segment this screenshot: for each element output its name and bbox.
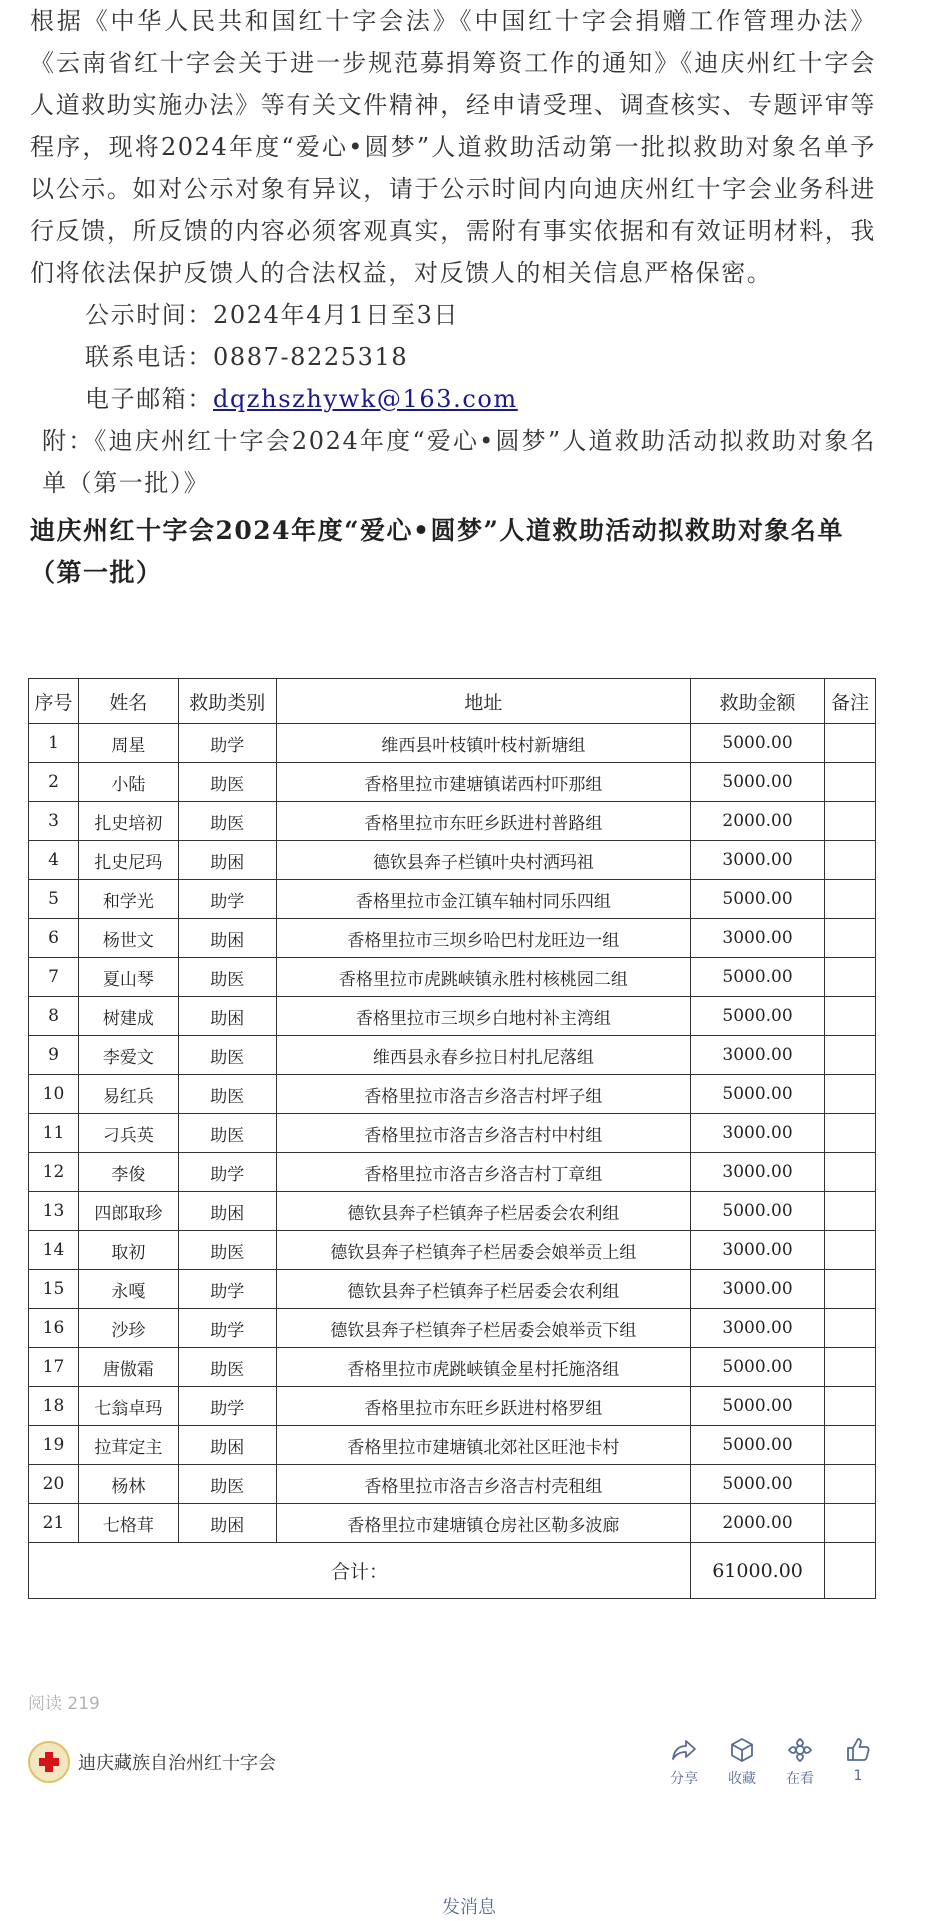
remark <box>825 1309 876 1348</box>
favorite-button[interactable] <box>724 1736 760 1788</box>
aid-amount: 5000.00 <box>691 724 825 763</box>
header-amount: 救助金额 <box>691 679 825 724</box>
row-index: 5 <box>29 880 79 919</box>
account-card[interactable] <box>28 1741 276 1783</box>
table-row <box>29 1114 876 1153</box>
recipient-name: 七格茸 <box>78 1504 178 1543</box>
recipient-name: 杨世文 <box>78 919 178 958</box>
row-index: 9 <box>29 1036 79 1075</box>
aid-amount: 5000.00 <box>691 1426 825 1465</box>
table-row <box>29 763 876 802</box>
recipient-name: 四郎取珍 <box>78 1192 178 1231</box>
aid-amount: 3000.00 <box>691 1153 825 1192</box>
recipient-address: 德钦县奔子栏镇奔子栏居委会娘举贡下组 <box>276 1309 690 1348</box>
recipient-address: 香格里拉市建塘镇北郊社区旺池卡村 <box>276 1426 690 1465</box>
aid-category: 助医 <box>178 1231 276 1270</box>
recipient-name: 永嘎 <box>78 1270 178 1309</box>
recipient-address: 香格里拉市虎跳峡镇金星村托施洛组 <box>276 1348 690 1387</box>
recipient-address: 德钦县奔子栏镇叶央村洒玛祖 <box>276 841 690 880</box>
row-index: 20 <box>29 1465 79 1504</box>
table-row <box>29 841 876 880</box>
aid-amount: 3000.00 <box>691 1036 825 1075</box>
table-row <box>29 1387 876 1426</box>
table-row <box>29 997 876 1036</box>
recipient-name: 和学光 <box>78 880 178 919</box>
read-count: 阅读 219 <box>28 1694 100 1714</box>
email-line <box>30 378 876 420</box>
remark <box>825 724 876 763</box>
email-label: 电子邮箱： <box>85 385 213 413</box>
aid-category: 助困 <box>178 919 276 958</box>
row-index: 12 <box>29 1153 79 1192</box>
aid-amount: 2000.00 <box>691 802 825 841</box>
aid-amount: 5000.00 <box>691 1465 825 1504</box>
table-row <box>29 1309 876 1348</box>
account-name: 迪庆藏族自治州红十字会 <box>78 1753 276 1774</box>
aid-category: 助学 <box>178 724 276 763</box>
row-index: 21 <box>29 1504 79 1543</box>
recipient-name: 沙珍 <box>78 1309 178 1348</box>
aid-amount: 5000.00 <box>691 763 825 802</box>
share-button[interactable] <box>666 1736 702 1788</box>
header-category: 救助类别 <box>178 679 276 724</box>
aid-amount: 5000.00 <box>691 1387 825 1426</box>
phone-line <box>30 336 876 378</box>
recipient-address: 香格里拉市金江镇车轴村同乐四组 <box>276 880 690 919</box>
table-row <box>29 802 876 841</box>
recipient-name: 小陆 <box>78 763 178 802</box>
row-index: 14 <box>29 1231 79 1270</box>
aid-category: 助困 <box>178 997 276 1036</box>
aid-category: 助困 <box>178 1504 276 1543</box>
remark <box>825 763 876 802</box>
table-row <box>29 880 876 919</box>
recipient-address: 香格里拉市洛吉乡洛吉村壳租组 <box>276 1465 690 1504</box>
thumbs-up-icon <box>844 1736 872 1764</box>
aid-category: 助学 <box>178 1270 276 1309</box>
flower-icon <box>786 1736 814 1764</box>
row-index: 3 <box>29 802 79 841</box>
row-index: 15 <box>29 1270 79 1309</box>
aid-category: 助学 <box>178 1387 276 1426</box>
row-index: 16 <box>29 1309 79 1348</box>
remark <box>825 802 876 841</box>
cube-icon <box>728 1736 756 1764</box>
header-index: 序号 <box>29 679 79 724</box>
aid-category: 助学 <box>178 1309 276 1348</box>
aid-category: 助医 <box>178 802 276 841</box>
total-value: 61000.00 <box>691 1543 825 1599</box>
table-row <box>29 1348 876 1387</box>
recipient-name: 刁兵英 <box>78 1114 178 1153</box>
like-button[interactable] <box>840 1736 876 1788</box>
remark <box>825 1036 876 1075</box>
table-body <box>29 724 876 1543</box>
aid-amount: 5000.00 <box>691 958 825 997</box>
recipient-address: 维西县永春乡拉日村扎尼落组 <box>276 1036 690 1075</box>
intro-paragraph: 根据《中华人民共和国红十字会法》《中国红十字会捐赠工作管理办法》《云南省红十字会关于进一步规范募捐筹资工作的通知》《迪庆州红十字会人道救助实施办法》等有关文件精神，经申请受理、调查核实、专题评审等程序，现将2024年度“爱心•圆梦”人道救助活动第一批拟救助对象名单予以公示。如对公示对象有异议，请于公示时间内向迪庆州红十字会业务科进行反馈，所反馈的内容必须客观真实，需附有事实依据和有效证明材料，我们将依法保护反馈人的合法权益，对反馈人的相关信息严格保密。 <box>30 7 876 287</box>
recipient-address: 香格里拉市三坝乡白地村补主湾组 <box>276 997 690 1036</box>
recipient-name: 李俊 <box>78 1153 178 1192</box>
aid-amount: 3000.00 <box>691 1114 825 1153</box>
row-index: 13 <box>29 1192 79 1231</box>
table-row <box>29 1426 876 1465</box>
recipient-address: 德钦县奔子栏镇奔子栏居委会农利组 <box>276 1192 690 1231</box>
row-index: 18 <box>29 1387 79 1426</box>
attachment-line: 附：《迪庆州红十字会2024年度“爱心•圆梦”人道救助活动拟救助对象名单（第一批）》 <box>42 427 876 497</box>
recipient-address: 香格里拉市洛吉乡洛吉村坪子组 <box>276 1075 690 1114</box>
list-title: 迪庆州红十字会2024年度“爱心•圆梦”人道救助活动拟救助对象名单（第一批） <box>30 516 844 587</box>
aid-category: 助困 <box>178 1426 276 1465</box>
table-row <box>29 919 876 958</box>
row-index: 2 <box>29 763 79 802</box>
aid-category: 助困 <box>178 1192 276 1231</box>
aid-category: 助医 <box>178 763 276 802</box>
aid-amount: 5000.00 <box>691 1192 825 1231</box>
aid-amount: 5000.00 <box>691 997 825 1036</box>
aid-category: 助学 <box>178 880 276 919</box>
header-name: 姓名 <box>78 679 178 724</box>
recipient-address: 香格里拉市东旺乡跃进村普路组 <box>276 802 690 841</box>
recipient-address: 维西县叶枝镇叶枝村新塘组 <box>276 724 690 763</box>
aid-amount: 3000.00 <box>691 1309 825 1348</box>
recipient-address: 香格里拉市洛吉乡洛吉村丁章组 <box>276 1153 690 1192</box>
recipient-name: 夏山琴 <box>78 958 178 997</box>
table-row <box>29 1075 876 1114</box>
table-row <box>29 1231 876 1270</box>
recipient-name: 杨林 <box>78 1465 178 1504</box>
total-remark <box>825 1543 876 1599</box>
table-row <box>29 724 876 763</box>
aid-amount: 2000.00 <box>691 1504 825 1543</box>
phone-value[interactable]: 0887-8225318 <box>213 343 409 371</box>
aid-category: 助医 <box>178 1036 276 1075</box>
like-count: 1 <box>853 1768 863 1784</box>
notice-time-line <box>30 294 876 336</box>
row-index: 10 <box>29 1075 79 1114</box>
table-row <box>29 1270 876 1309</box>
recipient-address: 香格里拉市东旺乡跃进村格罗组 <box>276 1387 690 1426</box>
article-body <box>30 0 876 594</box>
aid-category: 助医 <box>178 1465 276 1504</box>
remark <box>825 1426 876 1465</box>
recipient-address: 香格里拉市虎跳峡镇永胜村核桃园二组 <box>276 958 690 997</box>
total-label: 合计： <box>29 1543 691 1599</box>
recipient-address: 香格里拉市洛吉乡洛吉村中村组 <box>276 1114 690 1153</box>
recipient-name: 李爱文 <box>78 1036 178 1075</box>
aid-amount: 3000.00 <box>691 1270 825 1309</box>
remark <box>825 1270 876 1309</box>
remark <box>825 1153 876 1192</box>
remark <box>825 841 876 880</box>
recipient-address: 香格里拉市建塘镇仓房社区勒多波廊 <box>276 1504 690 1543</box>
recipient-name: 周星 <box>78 724 178 763</box>
aid-category: 助困 <box>178 841 276 880</box>
recipient-name: 扎史培初 <box>78 802 178 841</box>
aid-category: 助医 <box>178 1075 276 1114</box>
table-row <box>29 1153 876 1192</box>
aid-category: 助学 <box>178 1153 276 1192</box>
share-icon <box>670 1736 698 1764</box>
remark <box>825 997 876 1036</box>
recipient-name: 树建成 <box>78 997 178 1036</box>
red-cross-logo-icon <box>28 1741 70 1783</box>
aid-category: 助医 <box>178 958 276 997</box>
header-address: 地址 <box>276 679 690 724</box>
row-index: 1 <box>29 724 79 763</box>
watching-label: 在看 <box>786 1771 814 1787</box>
remark <box>825 1387 876 1426</box>
table-row <box>29 1036 876 1075</box>
recipient-name: 七翁卓玛 <box>78 1387 178 1426</box>
recipient-name: 扎史尼玛 <box>78 841 178 880</box>
aid-recipients-table <box>28 678 876 1599</box>
recipient-name: 拉茸定主 <box>78 1426 178 1465</box>
row-index: 11 <box>29 1114 79 1153</box>
remark <box>825 1192 876 1231</box>
remark <box>825 958 876 997</box>
favorite-label: 收藏 <box>728 1771 756 1787</box>
row-index: 17 <box>29 1348 79 1387</box>
table-header-row <box>29 679 876 724</box>
notice-time-value: 2024年4月1日至3日 <box>213 301 460 329</box>
send-message-button[interactable]: 发消息 <box>442 1897 496 1918</box>
watching-button[interactable] <box>782 1736 818 1788</box>
email-link[interactable]: dqzhszhywk@163.com <box>213 385 518 413</box>
recipient-name: 取初 <box>78 1231 178 1270</box>
table-row <box>29 958 876 997</box>
remark <box>825 1504 876 1543</box>
remark <box>825 1465 876 1504</box>
aid-amount: 3000.00 <box>691 841 825 880</box>
aid-amount: 5000.00 <box>691 880 825 919</box>
remark <box>825 1348 876 1387</box>
aid-amount: 3000.00 <box>691 919 825 958</box>
share-label: 分享 <box>670 1771 698 1787</box>
recipient-address: 德钦县奔子栏镇奔子栏居委会娘举贡上组 <box>276 1231 690 1270</box>
header-remark: 备注 <box>825 679 876 724</box>
remark <box>825 1231 876 1270</box>
aid-category: 助医 <box>178 1348 276 1387</box>
phone-label: 联系电话： <box>85 343 213 371</box>
recipient-name: 唐傲霜 <box>78 1348 178 1387</box>
aid-category: 助医 <box>178 1114 276 1153</box>
remark <box>825 880 876 919</box>
remark <box>825 1075 876 1114</box>
recipient-address: 香格里拉市建塘镇诺西村吓那组 <box>276 763 690 802</box>
aid-amount: 5000.00 <box>691 1075 825 1114</box>
recipient-name: 易红兵 <box>78 1075 178 1114</box>
total-row <box>29 1543 876 1599</box>
remark <box>825 919 876 958</box>
aid-amount: 3000.00 <box>691 1231 825 1270</box>
row-index: 4 <box>29 841 79 880</box>
row-index: 7 <box>29 958 79 997</box>
aid-amount: 5000.00 <box>691 1348 825 1387</box>
action-bar <box>666 1736 876 1788</box>
row-index: 8 <box>29 997 79 1036</box>
remark <box>825 1114 876 1153</box>
recipient-address: 德钦县奔子栏镇奔子栏居委会农利组 <box>276 1270 690 1309</box>
row-index: 19 <box>29 1426 79 1465</box>
recipient-address: 香格里拉市三坝乡哈巴村龙旺边一组 <box>276 919 690 958</box>
row-index: 6 <box>29 919 79 958</box>
table-row <box>29 1192 876 1231</box>
table-row <box>29 1465 876 1504</box>
notice-time-label: 公示时间： <box>85 301 213 329</box>
table-row <box>29 1504 876 1543</box>
